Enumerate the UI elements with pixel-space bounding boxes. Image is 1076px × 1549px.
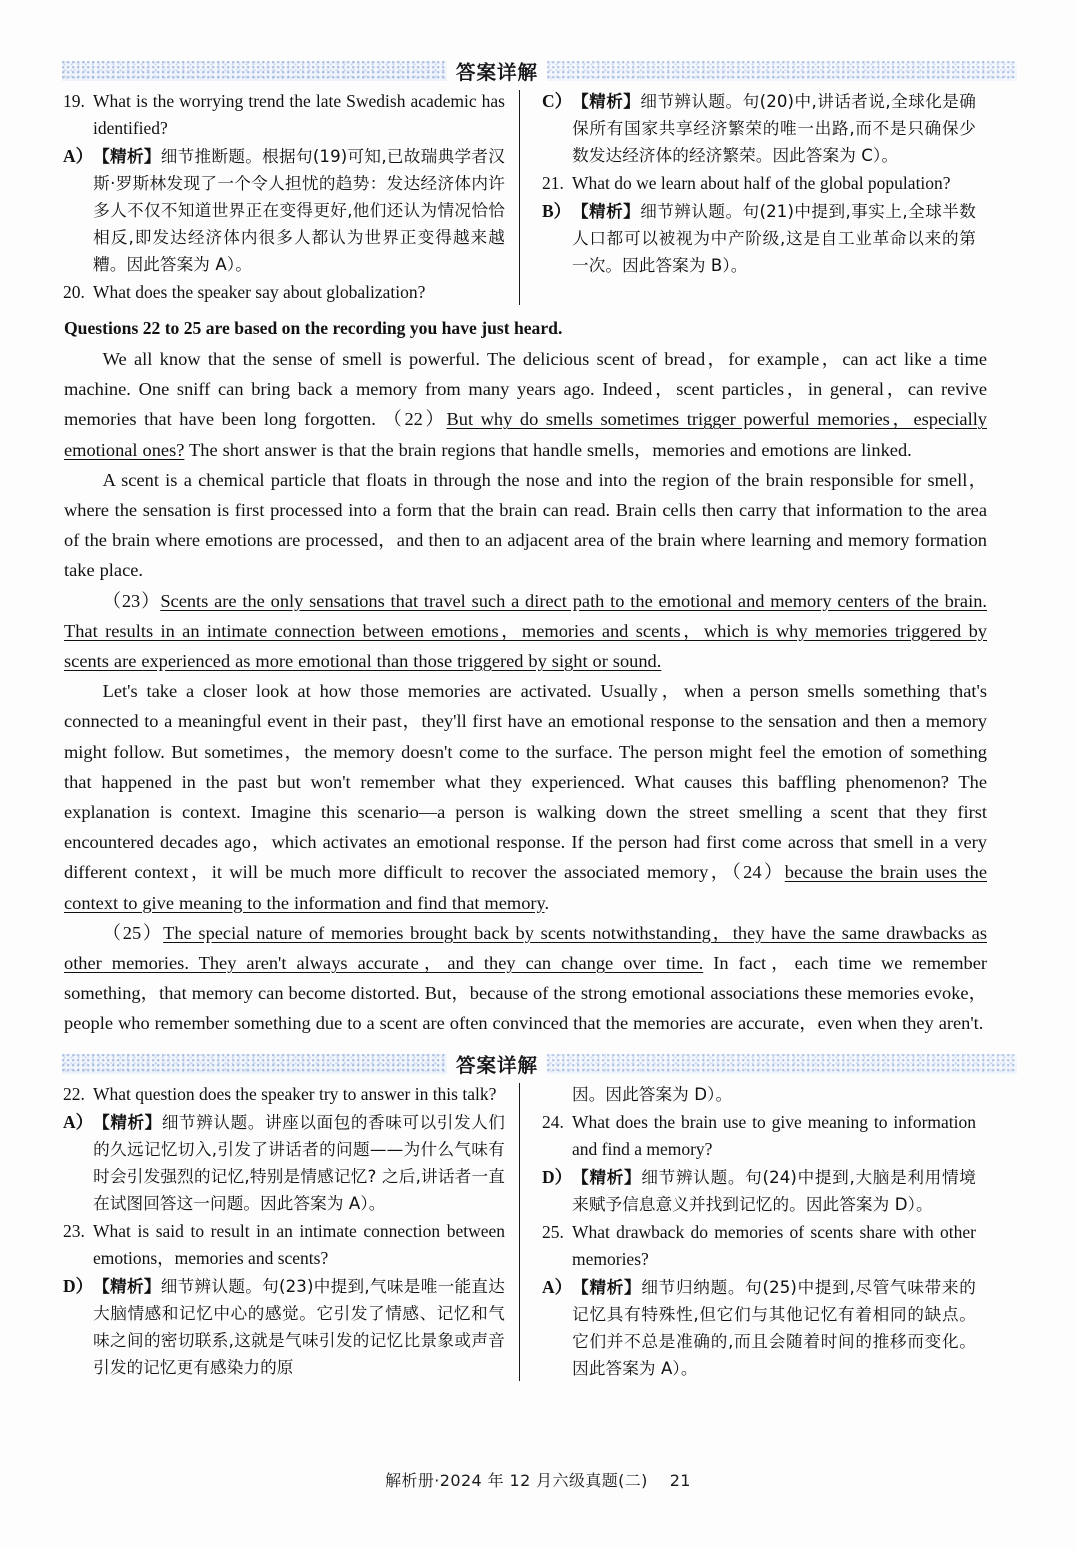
analysis-body: 细节辨认题。句(24)中提到,大脑是利用情境来赋予信息意义并找到记忆的。因此答案为 D）。 xyxy=(572,1167,976,1214)
question-text: What is the worrying trend the late Swedish academic has identified? xyxy=(93,91,505,138)
passage-paragraph xyxy=(64,586,987,677)
passage-text: （23） xyxy=(102,590,161,611)
analysis-body: 细节推断题。根据句(19)可知,已故瑞典学者汉斯·罗斯林发现了一个令人担忧的趋势：发达经济体内许多人不仅不知道世界正在变得更好,他们还认为情况恰恰相反,即发达经济体内很多人都认为世界正变得越来越糟。因此答案为 A）。 xyxy=(93,147,505,274)
qa-block-bottom xyxy=(62,1081,1017,1383)
analysis-label: 【精析】 xyxy=(93,147,161,166)
answer-option-marker: D） xyxy=(63,1275,94,1296)
explanation-item xyxy=(63,1273,505,1381)
explanation-item xyxy=(542,1274,976,1382)
question-item xyxy=(542,1109,976,1163)
qa-column-right-bottom xyxy=(520,1081,976,1383)
page-content xyxy=(62,58,1017,1383)
explanation-text xyxy=(572,1164,976,1218)
explanation-text xyxy=(93,1273,505,1381)
answer-option-marker: D） xyxy=(542,1166,573,1187)
question-item xyxy=(63,1218,505,1272)
explanation-text xyxy=(572,1274,976,1382)
analysis-body: 细节辨认题。句(21)中提到,事实上,全球半数人口都可以被视为中产阶级,这是自工业革命以来的第一次。因此答案为 B）。 xyxy=(572,202,976,275)
analysis-body: 细节辨认题。句(20)中,讲话者说,全球化是确保所有国家共享经济繁荣的唯一出路,而不是只确保少数发达经济体的经济繁荣。因此答案为 C）。 xyxy=(572,92,976,165)
question-number: 19. xyxy=(63,91,85,111)
answer-option-marker: C） xyxy=(542,91,573,111)
passage-text: . xyxy=(544,892,550,913)
question-text: What does the brain use to give meaning to information and find a memory? xyxy=(572,1111,976,1159)
explanation-item xyxy=(63,1109,505,1217)
listening-passage xyxy=(62,313,1017,1039)
section-banner-top xyxy=(62,58,1017,84)
banner-texture-left-2 xyxy=(62,1054,447,1074)
passage-paragraph xyxy=(64,344,987,465)
question-item xyxy=(63,279,505,306)
question-text: What do we learn about half of the global population? xyxy=(572,173,951,193)
question-item xyxy=(542,1219,976,1273)
qa-block-top xyxy=(62,88,1017,307)
passage-key-sentence: Scents are the only sensations that travel such a direct path to the emotional and memory centers of the brain. That results in an intimate connection between emotions，memories and scents，which is why memories triggered by scents are experienced as more emotional than those triggered by sight or sound. xyxy=(64,590,987,672)
explanation-text xyxy=(572,88,976,169)
analysis-body: 细节辨认题。句(23)中提到,气味是唯一能直达大脑情感和记忆中心的感觉。它引发了情感、记忆和气味之间的密切联系,这就是气味引发的记忆比景象或声音引发的记忆更有感染力的原 xyxy=(93,1276,505,1377)
answer-option-marker: A） xyxy=(63,1111,94,1132)
qa-column-right-top xyxy=(520,88,976,307)
passage-text: （25） xyxy=(102,922,164,943)
passage-text: We all know that the sense of smell is powerful. The delicious scent of bread，for example，can act like a time machine. One sniff can bring back a memory from many years ago. Indeed，scent particles，in general，can revive memories that have been long forgotten. （22） xyxy=(64,349,987,430)
passage-body xyxy=(64,344,987,1039)
analysis-label: 【精析】 xyxy=(572,1167,642,1187)
explanation-text xyxy=(93,1109,505,1217)
answer-option-marker: A） xyxy=(542,1276,573,1297)
qa-column-left-top xyxy=(63,88,519,307)
passage-paragraph xyxy=(64,676,987,918)
question-text: What is said to result in an intimate connection between emotions，memories and scents? xyxy=(93,1220,505,1268)
analysis-label: 【精析】 xyxy=(572,92,641,111)
analysis-label: 【精析】 xyxy=(572,202,641,221)
answer-option-marker: A） xyxy=(63,146,94,166)
passage-text: A scent is a chemical particle that floats in through the nose and into the region of the brain responsible for smell，where the sensation is first processed into a form that the brain can read. Brain cells then carry that information to the area of the brain where emotions are processed，and then to an adjacent area of the brain where learning and memory formation take place. xyxy=(64,469,987,581)
question-number: 25. xyxy=(542,1221,564,1242)
explanation-item xyxy=(63,143,505,278)
passage-text: The short answer is that the brain regions that handle smells，memories and emotions are linked. xyxy=(184,439,912,460)
banner-title-top: 答案详解 xyxy=(456,61,539,84)
question-item xyxy=(63,88,505,142)
question-text: What question does the speaker try to answer in this talk? xyxy=(93,1083,497,1104)
analysis-label: 【精析】 xyxy=(572,1277,642,1297)
analysis-body: 细节归纳题。句(25)中提到,尽管气味带来的记忆具有特殊性,但它们与其他记忆有着相同的缺点。它们并不总是准确的,而且会随着时间的推移而变化。因此答案为 A）。 xyxy=(572,1277,976,1378)
question-number: 21. xyxy=(542,173,564,193)
passage-text: Let's take a closer look at how those memories are activated. Usually，when a person smells something that's connected to a meaningful event in their past，they'll first have an emotional response to the sensation and then a memory might follow. But sometimes，the memory doesn't come to the surface. The person might feel the emotion of something that happened in the past but won't remember what they experienced. What causes this baffling phenomenon? The explanation is context. Imagine this scenario—a person is walking down the street smelling a scent that they first encountered decades ago，which activates an emotional response. If the person had first come across that smell in a very different context，it will be much more difficult to recover the associated memory，（24） xyxy=(64,681,987,883)
passage-key-sentence: But why do smells sometimes trigger powerful memories，especially emotional ones? xyxy=(64,409,987,460)
question-number: 22. xyxy=(63,1083,85,1104)
banner-texture-right xyxy=(547,61,1017,81)
banner-title-bottom: 答案详解 xyxy=(456,1053,539,1077)
explanation-text xyxy=(93,143,505,278)
passage-key-sentence: The special nature of memories brought back by scents notwithstanding，they have the same drawbacks as other memories. They aren't always accurate，and they can change over time. xyxy=(64,922,987,974)
passage-paragraph xyxy=(64,918,987,1039)
banner-texture-left xyxy=(62,61,447,81)
passage-text: In fact，each time we remember something，that memory can become distorted. But，because of the strong emotional associations these memories evoke，people who remember something due to a scent are often convinced that the memories are accurate，even when they aren't. xyxy=(64,953,988,1034)
question-text: What does the speaker say about globalization? xyxy=(93,282,426,302)
explanation-text xyxy=(572,198,976,279)
passage-paragraph xyxy=(64,465,987,586)
explanation-item xyxy=(542,198,976,279)
analysis-label: 【精析】 xyxy=(93,1276,161,1296)
question-number: 24. xyxy=(542,1111,564,1132)
explanation-text: 因。因此答案为 D）。 xyxy=(572,1084,733,1104)
passage-key-sentence: because the brain uses the context to give meaning to the information and find that memory xyxy=(64,862,987,913)
passage-heading: Questions 22 to 25 are based on the recording you have just heard. xyxy=(64,318,563,338)
analysis-label: 【精析】 xyxy=(93,1112,162,1132)
explanation-item xyxy=(542,1081,976,1108)
question-number: 20. xyxy=(63,282,85,302)
section-banner-bottom xyxy=(62,1051,1017,1077)
explanation-item xyxy=(542,88,976,169)
banner-texture-right-2 xyxy=(547,1054,1017,1074)
qa-column-left-bottom xyxy=(63,1081,519,1383)
analysis-body: 细节辨认题。讲座以面包的香味可以引发人们的久远记忆切入,引发了讲话者的问题——为什么气味有时会引发强烈的记忆,特别是情感记忆? 之后,讲话者一直在试图回答这一问题。因此答案为 A）。 xyxy=(93,1112,506,1213)
question-number: 23. xyxy=(63,1220,85,1241)
question-item xyxy=(63,1081,505,1108)
explanation-item xyxy=(542,1164,976,1218)
question-text: What drawback do memories of scents share with other memories? xyxy=(572,1221,976,1269)
answer-option-marker: B） xyxy=(542,201,572,221)
page-footer: 解析册·2024 年 12 月六级真题(二) 21 xyxy=(385,1471,691,1490)
question-item xyxy=(542,170,976,197)
